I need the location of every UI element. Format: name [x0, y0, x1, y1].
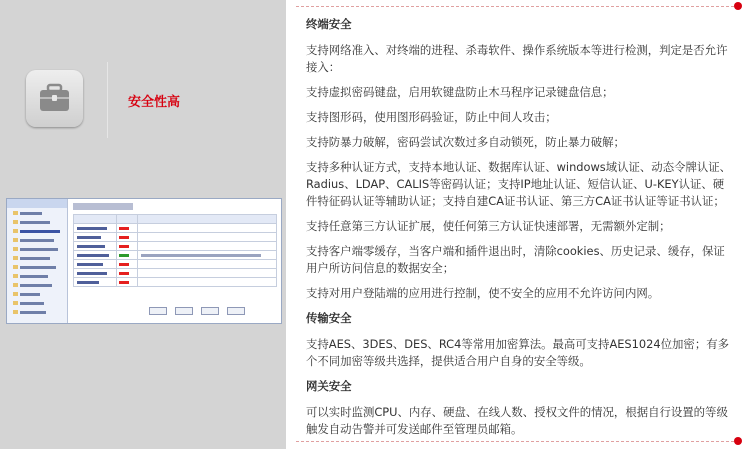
corner-dot	[734, 437, 742, 445]
thumbnail-sidebar	[7, 199, 68, 323]
frame-border-top	[296, 6, 734, 7]
admin-console-thumbnail	[6, 198, 282, 324]
terminal-item: 支持防暴力破解，密码尝试次数过多自动锁死，防止暴力破解；	[306, 135, 625, 149]
terminal-item: 支持虚拟密码键盘，启用软键盘防止木马程序记录键盘信息；	[306, 85, 614, 99]
toolbox-icon	[26, 70, 83, 127]
terminal-item: 支持对用户登陆端的应用进行控制，使不安全的应用不允许访问内网。	[306, 286, 660, 300]
section-title-terminal: 终端安全	[306, 17, 352, 31]
terminal-item: 支持多种认证方式，支持本地认证、数据库认证、windows域认证、动态令牌认证、Radius、LDAP、CALIS等密码认证；支持IP地址认证、短信认证、U-KEY认证、硬件特征码认证等辅助认证；支持自建CA证书认证、第三方CA证书认证等证书认证；	[306, 160, 732, 208]
terminal-item: 支持任意第三方认证扩展，使任何第三方认证快速部署，无需额外定制；	[306, 219, 671, 233]
terminal-item: 支持图形码，使用图形码验证，防止中间人攻击；	[306, 110, 557, 124]
terminal-item: 支持网络准入、对终端的进程、杀毒软件、操作系统版本等进行检测，判定是否允许接入：	[306, 43, 728, 74]
feature-heading: 安全性高	[128, 95, 181, 110]
divider	[107, 62, 108, 138]
thumbnail-main	[69, 201, 279, 321]
security-description	[306, 16, 734, 446]
terminal-item: 支持客户端零缓存，当客户端和插件退出时，清除cookies、历史记录、缓存，保证用户所访问信息的数据安全；	[306, 244, 725, 275]
gateway-item: 可以实时监测CPU、内存、硬盘、在线人数、授权文件的情况，根据自行设置的等级触发自动告警并可发送邮件至管理员邮箱。	[306, 405, 728, 436]
corner-dot	[734, 2, 742, 10]
transport-item: 支持AES、3DES、DES、RC4等常用加密算法。最高可支持AES1024位加密；有多个不同加密等级共选择，提供适合用户自身的安全等级。	[306, 337, 729, 368]
feature-panel	[0, 0, 286, 449]
section-title-transport: 传输安全	[306, 311, 352, 325]
section-title-gateway: 网关安全	[306, 379, 352, 393]
